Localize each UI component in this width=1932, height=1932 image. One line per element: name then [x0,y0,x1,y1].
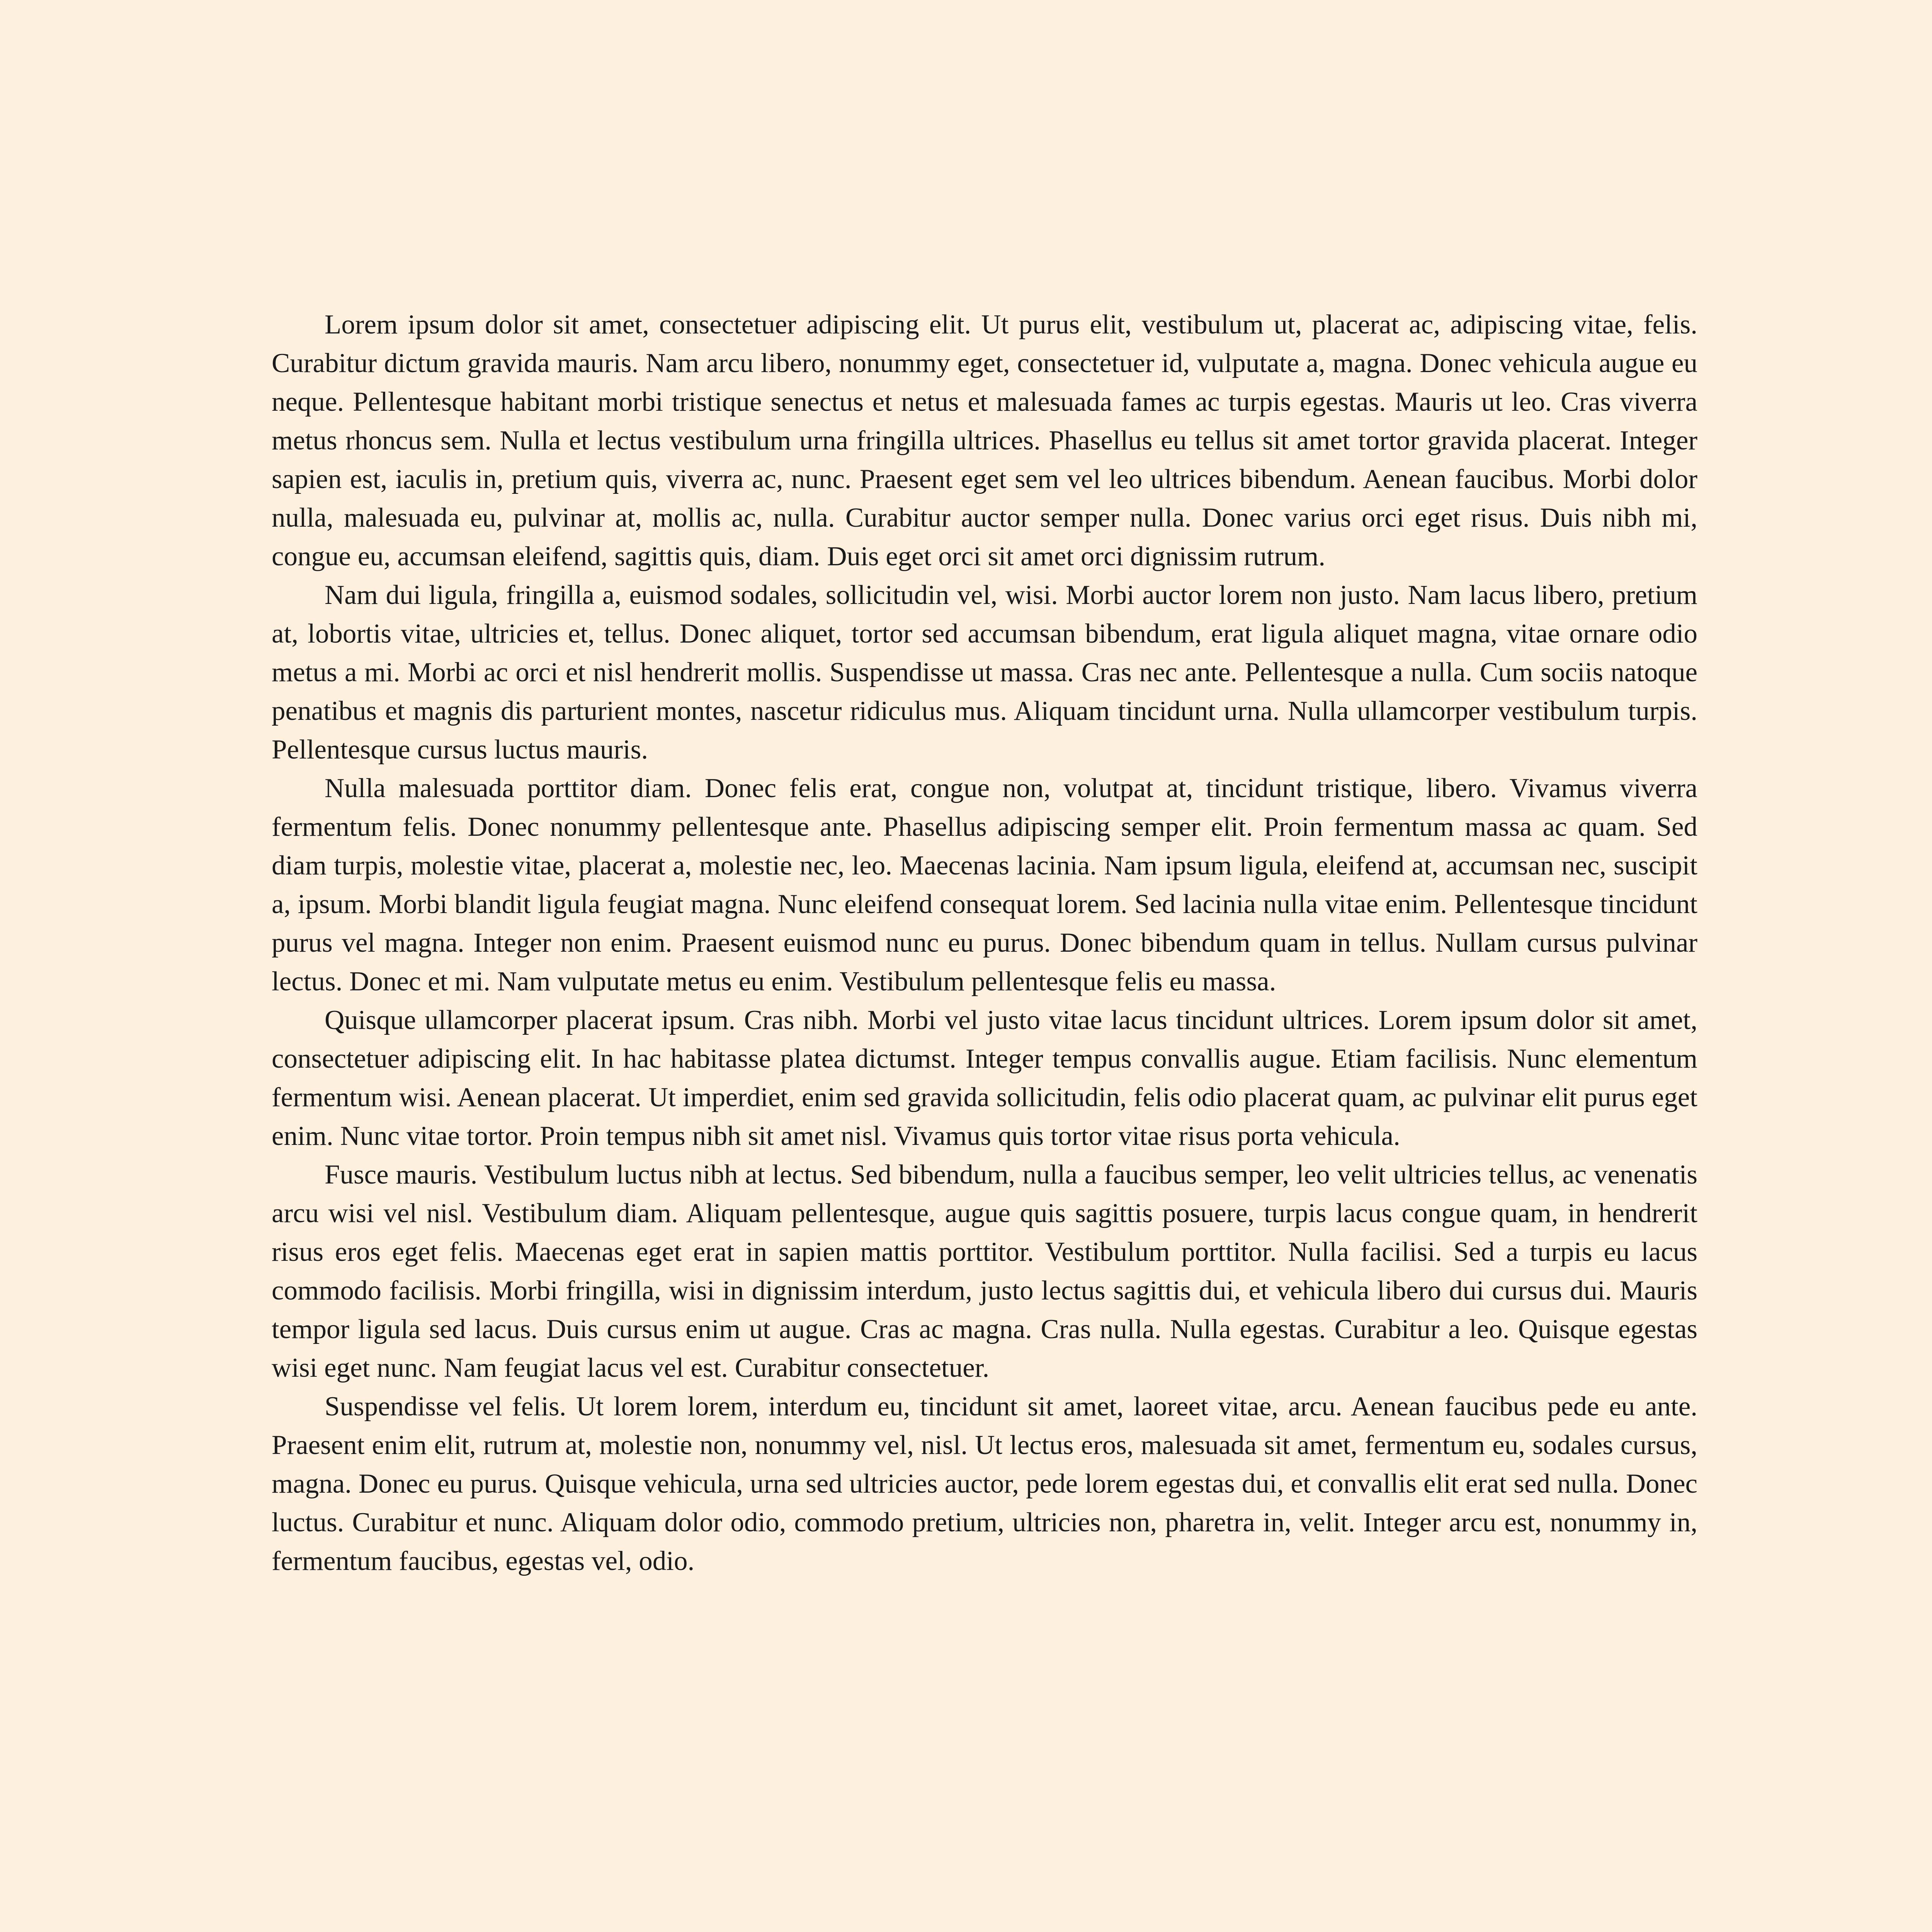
paragraph-3: Nulla malesuada porttitor diam. Donec felis erat, congue non, volutpat at, tincidunt tristique, libero. Vivamus viverra fermentum felis. Donec nonummy pellentesque ante. Phasellus adipiscing semper elit. Proin fermentum massa ac quam. Sed diam turpis, molestie vitae, placerat a, molestie nec, leo. Maecenas lacinia. Nam ipsum ligula, eleifend at, accumsan nec, suscipit a, ipsum. Morbi blandit ligula feugiat magna. Nunc eleifend consequat lorem. Sed lacinia nulla vitae enim. Pellentesque tincidunt purus vel magna. Integer non enim. Praesent euismod nunc eu purus. Donec bibendum quam in tellus. Nullam cursus pulvinar lectus. Donec et mi. Nam vulputate metus eu enim. Vestibulum pellentesque felis eu massa. [272,773,1697,997]
paragraph-4: Quisque ullamcorper placerat ipsum. Cras nibh. Morbi vel justo vitae lacus tincidunt ultrices. Lorem ipsum dolor sit amet, consectetuer adipiscing elit. In hac habitasse platea dictumst. Integer tempus convallis augue. Etiam facilisis. Nunc elementum fermentum wisi. Aenean placerat. Ut imperdiet, enim sed gravida sollicitudin, felis odio placerat quam, ac pulvinar elit purus eget enim. Nunc vitae tortor. Proin tempus nibh sit amet nisl. Vivamus quis tortor vitae risus porta vehicula. [272,1005,1697,1151]
paragraph-2: Nam dui ligula, fringilla a, euismod sodales, sollicitudin vel, wisi. Morbi auctor lorem non justo. Nam lacus libero, pretium at, lobortis vitae, ultricies et, tellus. Donec aliquet, tortor sed accumsan bibendum, erat ligula aliquet magna, vitae ornare odio metus a mi. Morbi ac orci et nisl hendrerit mollis. Suspendisse ut massa. Cras nec ante. Pellentesque a nulla. Cum sociis natoque penatibus et magnis dis parturient montes, nascetur ridiculus mus. Aliquam tincidunt urna. Nulla ullamcorper vestibulum turpis. Pellentesque cursus luctus mauris. [272,580,1697,765]
paragraph-1: Lorem ipsum dolor sit amet, consectetuer adipiscing elit. Ut purus elit, vestibulum ut, placerat ac, adipiscing vitae, felis. Curabitur dictum gravida mauris. Nam arcu libero, nonummy eget, consectetuer id, vulputate a, magna. Donec vehicula augue eu neque. Pellentesque habitant morbi tristique senectus et netus et malesuada fames ac turpis egestas. Mauris ut leo. Cras viverra metus rhoncus sem. Nulla et lectus vestibulum urna fringilla ultrices. Phasellus eu tellus sit amet tortor gravida placerat. Integer sapien est, iaculis in, pretium quis, viverra ac, nunc. Praesent eget sem vel leo ultrices bibendum. Aenean faucibus. Morbi dolor nulla, malesuada eu, pulvinar at, mollis ac, nulla. Curabitur auctor semper nulla. Donec varius orci eget risus. Duis nibh mi, congue eu, accumsan eleifend, sagittis quis, diam. Duis eget orci sit amet orci dignissim rutrum. [272,310,1697,571]
paragraph-6: Suspendisse vel felis. Ut lorem lorem, interdum eu, tincidunt sit amet, laoreet vitae, arcu. Aenean faucibus pede eu ante. Praesent enim elit, rutrum at, molestie non, nonummy vel, nisl. Ut lectus eros, malesuada sit amet, fermentum eu, sodales cursus, magna. Donec eu purus. Quisque vehicula, urna sed ultricies auctor, pede lorem egestas dui, et convallis elit erat sed nulla. Donec luctus. Curabitur et nunc. Aliquam dolor odio, commodo pretium, ultricies non, pharetra in, velit. Integer arcu est, nonummy in, fermentum faucibus, egestas vel, odio. [272,1391,1697,1576]
body-text [272,305,1697,1580]
paragraph-5: Fusce mauris. Vestibulum luctus nibh at lectus. Sed bibendum, nulla a faucibus semper, leo velit ultricies tellus, ac venenatis arcu wisi vel nisl. Vestibulum diam. Aliquam pellentesque, augue quis sagittis posuere, turpis lacus congue quam, in hendrerit risus eros eget felis. Maecenas eget erat in sapien mattis porttitor. Vestibulum porttitor. Nulla facilisi. Sed a turpis eu lacus commodo facilisis. Morbi fringilla, wisi in dignissim interdum, justo lectus sagittis dui, et vehicula libero dui cursus dui. Mauris tempor ligula sed lacus. Duis cursus enim ut augue. Cras ac magna. Cras nulla. Nulla egestas. Curabitur a leo. Quisque egestas wisi eget nunc. Nam feugiat lacus vel est. Curabitur consectetuer. [272,1160,1697,1383]
